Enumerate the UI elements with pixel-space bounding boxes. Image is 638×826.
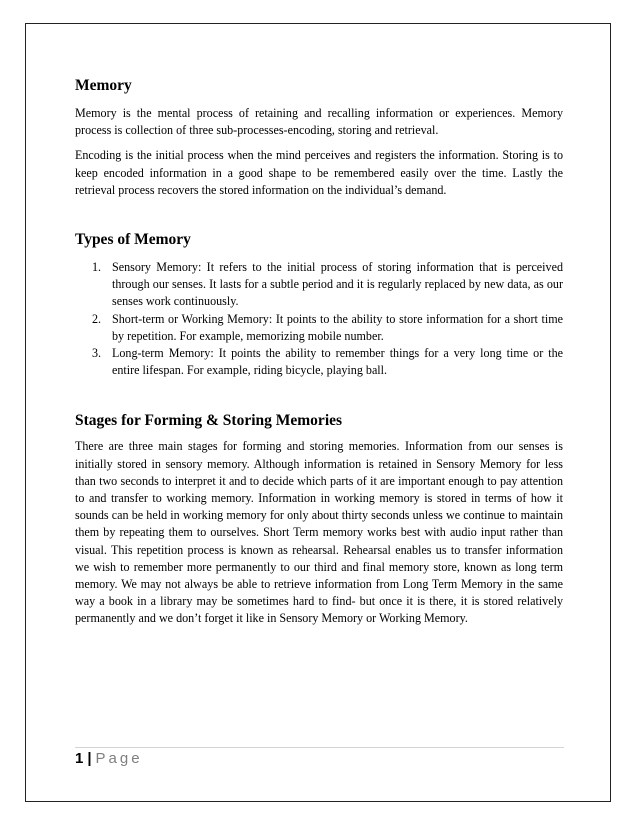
memory-paragraph-2: Encoding is the initial process when the mind perceives and registers the information. Storing is to keep encoded information in a good shape to be remembered easily over the time. Lastly the retrieval process recovers the stored information on the individual’s demand. xyxy=(75,148,563,197)
list-item-text: Sensory Memory: It refers to the initial process of storing information that is perceived through our senses. It lasts for a subtle period and it is regularly replaced by new data, as our senses work continuously. xyxy=(112,260,563,309)
list-item-text: Short-term or Working Memory: It points to the ability to store information for a short time by repetition. For example, memorizing mobile number. xyxy=(112,311,563,343)
document-body xyxy=(75,76,563,628)
section-title-stages: Stages for Forming & Storing Memories xyxy=(75,412,343,430)
list-item xyxy=(75,259,563,311)
list-item-number: 3. xyxy=(92,346,102,361)
section-title-types: Types of Memory xyxy=(75,231,191,249)
list-item-number: 2. xyxy=(92,311,102,326)
footer-separator: | xyxy=(87,750,92,767)
memory-paragraph-1: Memory is the mental process of retaining and recalling information or experiences. Memory process is collection of three sub-processes-encoding, storing and retrieval. xyxy=(75,106,563,138)
page-label: Page xyxy=(95,750,143,767)
page-number: 1 xyxy=(75,750,84,767)
page-footer xyxy=(75,749,143,769)
types-list xyxy=(75,259,563,379)
list-item xyxy=(75,345,563,379)
section-title-memory: Memory xyxy=(75,77,132,94)
stages-paragraph: There are three main stages for forming and storing memories. Information from our senses is initially stored in sensory memory. Although information is retained in Sensory Memory for less than two seconds to interpret it and to decide which parts of it are important enough to pay attention to and transfer to working memory. Information in working memory is stored in terms of how it sounds can be held in working memory for only about thirty seconds unless we continue to maintain them by repeating them to ourselves. Short Term memory works best with audio input rather than visual. This repetition process is known as rehearsal. Rehearsal enables us to transfer information we wish to remember more permanently to our third and final memory store, known as long term memory. We may not always be able to retrieve information from Long Term Memory in the same way a book in a library may be sometimes hard to find- but once it is there, it is stored relatively permanently and we don’t forget it like in Sensory Memory or Working Memory. xyxy=(75,439,563,626)
footer-divider xyxy=(75,747,564,748)
list-item xyxy=(75,311,563,345)
list-item-text: Long-term Memory: It points the ability to remember things for a very long time or the entire lifespan. For example, riding bicycle, playing ball. xyxy=(112,346,563,378)
list-item-number: 1. xyxy=(92,260,102,275)
